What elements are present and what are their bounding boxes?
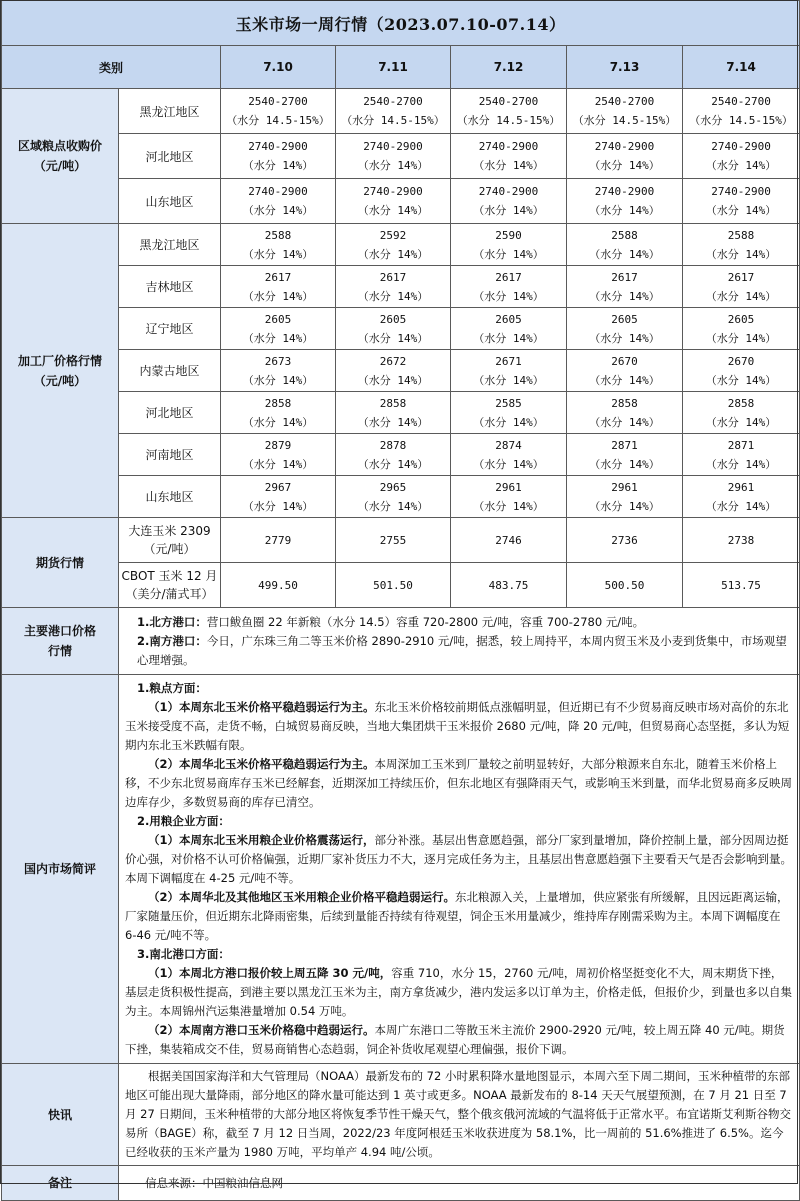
table-row xyxy=(2,134,800,179)
domestic-label: 国内市场简评 xyxy=(2,675,119,1064)
price-cell: 2961 （水分 14%） xyxy=(567,476,683,518)
price-cell: 2585 （水分 14%） xyxy=(451,392,567,434)
futures-price: 2738 xyxy=(683,518,800,563)
price-cell: 2878 （水分 14%） xyxy=(336,434,451,476)
price-cell: 2874 （水分 14%） xyxy=(451,434,567,476)
news-content: 根据美国国家海洋和大气管理局（NOAA）最新发布的 72 小时累积降水量地图显示，本周六至下周二期间，玉米种植带的东部地区可能出现大量降雨，部分地区的降水量可能达到 1 英寸或更多。NOAA 最新发布的 8-14 天天气展望预测，在 7 月 21 日至 7 月 27 日期间，玉米种植带的大部分地区将恢复季节性干燥天气，整个俄亥俄河流域的气温将低于正常水平。布宜诺斯艾利斯谷物交易所（BAGE）称，截至 7 月 12 日当周，2022/23 年度阿根廷玉米收获进度为 58.1%，比一周前的 51.6%推进了 6.5%。迄今已经收获的玉米产量为 1980 万吨，平均单产 4.94 吨/公顷。 xyxy=(119,1064,800,1166)
region-name: 内蒙古地区 xyxy=(119,350,221,392)
price-cell: 2592 （水分 14%） xyxy=(336,224,451,266)
factory-section xyxy=(2,224,800,518)
table-row xyxy=(2,518,800,563)
price-cell: 2740-2900 （水分 14%） xyxy=(683,134,800,179)
price-cell: 2858 （水分 14%） xyxy=(683,392,800,434)
price-cell: 2588 （水分 14%） xyxy=(221,224,336,266)
price-cell: 2740-2900 （水分 14%） xyxy=(683,179,800,224)
ports-content: 1.北方港口：营口鲅鱼圈 22 年新粮（水分 14.5）容重 720-2800 元/吨，容重 700-2780 元/吨。 2.南方港口：今日，广东珠三角二等玉米价格 2890-2910 元/吨，据悉，较上周持平，本周内贸玉米及小麦到货集中，市场观望心理增强。 xyxy=(119,608,800,675)
region-name: 山东地区 xyxy=(119,476,221,518)
price-cell: 2961 （水分 14%） xyxy=(451,476,567,518)
remark-content: 信息来源：中国粮油信息网 xyxy=(119,1166,800,1201)
futures-section xyxy=(2,518,800,608)
table-row xyxy=(2,179,800,224)
price-cell: 2740-2900 （水分 14%） xyxy=(567,134,683,179)
price-cell: 2858 （水分 14%） xyxy=(336,392,451,434)
region-name: 吉林地区 xyxy=(119,266,221,308)
price-cell: 2740-2900 （水分 14%） xyxy=(451,134,567,179)
regional-label: 区域粮点收购价 （元/吨） xyxy=(2,89,119,224)
header-category: 类别 xyxy=(2,46,221,89)
price-cell: 2672 （水分 14%） xyxy=(336,350,451,392)
price-cell: 2540-2700 （水分 14.5-15%） xyxy=(336,89,451,134)
futures-price: 2736 xyxy=(567,518,683,563)
table-row xyxy=(2,476,800,518)
price-cell: 2540-2700 （水分 14.5-15%） xyxy=(567,89,683,134)
price-cell: 2617 （水分 14%） xyxy=(567,266,683,308)
table-row xyxy=(2,350,800,392)
futures-price: 2779 xyxy=(221,518,336,563)
price-cell: 2879 （水分 14%） xyxy=(221,434,336,476)
price-cell: 2965 （水分 14%） xyxy=(336,476,451,518)
futures-price: 2746 xyxy=(451,518,567,563)
futures-price: 500.50 xyxy=(567,563,683,608)
table-row xyxy=(2,563,800,608)
price-cell: 2740-2900 （水分 14%） xyxy=(336,179,451,224)
table-row xyxy=(2,434,800,476)
price-cell: 2740-2900 （水分 14%） xyxy=(451,179,567,224)
price-cell: 2540-2700 （水分 14.5-15%） xyxy=(221,89,336,134)
region-name: 黑龙江地区 xyxy=(119,89,221,134)
region-name: 河北地区 xyxy=(119,392,221,434)
header-date: 7.11 xyxy=(336,46,451,89)
price-cell: 2605 （水分 14%） xyxy=(451,308,567,350)
price-cell: 2673 （水分 14%） xyxy=(221,350,336,392)
futures-price: 483.75 xyxy=(451,563,567,608)
table-row xyxy=(2,308,800,350)
futures-price: 499.50 xyxy=(221,563,336,608)
price-cell: 2617 （水分 14%） xyxy=(336,266,451,308)
regional-section xyxy=(2,89,800,224)
price-cell: 2740-2900 （水分 14%） xyxy=(221,134,336,179)
futures-label: 期货行情 xyxy=(2,518,119,608)
futures-contract: CBOT 玉米 12 月 （美分/蒲式耳） xyxy=(119,563,221,608)
price-cell: 2858 （水分 14%） xyxy=(567,392,683,434)
price-cell: 2961 （水分 14%） xyxy=(683,476,800,518)
price-cell: 2540-2700 （水分 14.5-15%） xyxy=(683,89,800,134)
header-row xyxy=(2,46,800,89)
price-cell: 2605 （水分 14%） xyxy=(221,308,336,350)
price-cell: 2617 （水分 14%） xyxy=(221,266,336,308)
price-cell: 2617 （水分 14%） xyxy=(683,266,800,308)
domestic-content: 1.粮点方面： （1）本周东北玉米价格平稳趋弱运行为主。东北玉米价格较前期低点涨幅明显，但近期已有不少贸易商反映市场对高价的东北玉米接受度不高，走货不畅，白城贸易商反映，当地大集团烘干玉米报价 2680 元/吨，降 20 元/吨，但贸易商心态坚挺，多认为短期内东北玉米跌幅有限。 （2）本周华北玉米价格平稳趋弱运行为主。本周深加工玉米到厂量较之前明显转好，大部分粮源来自东北，随着玉米价格上移，不少东北贸易商库存玉米已经解套，近期深加工持续压价，但东北地区有强降雨天气，或影响玉米到量，而华北贸易商多反映周边库存少，多数贸易商的库存已清空。 2.用粮企业方面： （1）本周东北玉米用粮企业价格震荡运行，部分补涨。基层出售意愿趋强，部分厂家到量增加，降价控制上量，部分因周边挺价心强，对价格不认可价格偏强，近期厂家补货压力不大，逐月完成任务为主，且基层出售意愿趋强下主要看天气是否会影响到量。本周下调幅度在 4-25 元/吨不等。 （2）本周华北及其他地区玉米用粮企业价格平稳趋弱运行。东北粮源入关，上量增加，供应紧张有所缓解，且因远距离运输，厂家随量压价，但近期东北降雨密集，后续到量能否持续有待观望，饲企玉米用量减少，维持库存刚需采购为主。本周下调幅度在 6-46 元/吨不等。 3.南北港口方面： （1）本周北方港口报价较上周五降 30 元/吨，容重 710，水分 15，2760 元/吨，周初价格坚挺变化不大，周末期货下挫，基层走货积极性提高，到港主要以黑龙江玉米为主，南方拿货减少，港内发运多以订单为主，价格走低，但报价少，到量也多以自集为主。本周锦州汽运集港量增加 0.54 万吨。 （2）本周南方港口玉米价格稳中趋弱运行。本周广东港口二等散玉米主流价 2900-2920 元/吨，较上周五降 40 元/吨。期货下挫，集装箱成交不佳，贸易商销售心态趋弱，饲企补货收尾观望心理偏强，报价下调。 xyxy=(119,675,800,1064)
futures-price: 2755 xyxy=(336,518,451,563)
price-cell: 2605 （水分 14%） xyxy=(683,308,800,350)
price-cell: 2858 （水分 14%） xyxy=(221,392,336,434)
price-cell: 2617 （水分 14%） xyxy=(451,266,567,308)
news-label: 快讯 xyxy=(2,1064,119,1166)
futures-price: 501.50 xyxy=(336,563,451,608)
header-date: 7.12 xyxy=(451,46,567,89)
table-row xyxy=(2,266,800,308)
futures-contract: 大连玉米 2309 （元/吨） xyxy=(119,518,221,563)
price-cell: 2605 （水分 14%） xyxy=(336,308,451,350)
region-name: 辽宁地区 xyxy=(119,308,221,350)
region-name: 黑龙江地区 xyxy=(119,224,221,266)
region-name: 山东地区 xyxy=(119,179,221,224)
price-cell: 2605 （水分 14%） xyxy=(567,308,683,350)
header-date: 7.13 xyxy=(567,46,683,89)
table-row xyxy=(2,392,800,434)
price-cell: 2540-2700 （水分 14.5-15%） xyxy=(451,89,567,134)
table-row xyxy=(2,224,800,266)
price-cell: 2740-2900 （水分 14%） xyxy=(221,179,336,224)
region-name: 河南地区 xyxy=(119,434,221,476)
price-cell: 2871 （水分 14%） xyxy=(567,434,683,476)
region-name: 河北地区 xyxy=(119,134,221,179)
futures-price: 513.75 xyxy=(683,563,800,608)
remark-label: 备注 xyxy=(2,1166,119,1201)
price-cell: 2588 （水分 14%） xyxy=(567,224,683,266)
market-table xyxy=(1,0,800,1201)
ports-label: 主要港口价格 行情 xyxy=(2,608,119,675)
price-cell: 2740-2900 （水分 14%） xyxy=(336,134,451,179)
price-cell: 2740-2900 （水分 14%） xyxy=(567,179,683,224)
table-row xyxy=(2,89,800,134)
header-date: 7.10 xyxy=(221,46,336,89)
price-cell: 2671 （水分 14%） xyxy=(451,350,567,392)
page-title: 玉米市场一周行情（2023.07.10-07.14） xyxy=(2,1,800,46)
price-cell: 2670 （水分 14%） xyxy=(683,350,800,392)
price-cell: 2588 （水分 14%） xyxy=(683,224,800,266)
header-date: 7.14 xyxy=(683,46,800,89)
price-cell: 2590 （水分 14%） xyxy=(451,224,567,266)
price-cell: 2967 （水分 14%） xyxy=(221,476,336,518)
price-cell: 2871 （水分 14%） xyxy=(683,434,800,476)
price-cell: 2670 （水分 14%） xyxy=(567,350,683,392)
factory-label: 加工厂价格行情 （元/吨） xyxy=(2,224,119,518)
